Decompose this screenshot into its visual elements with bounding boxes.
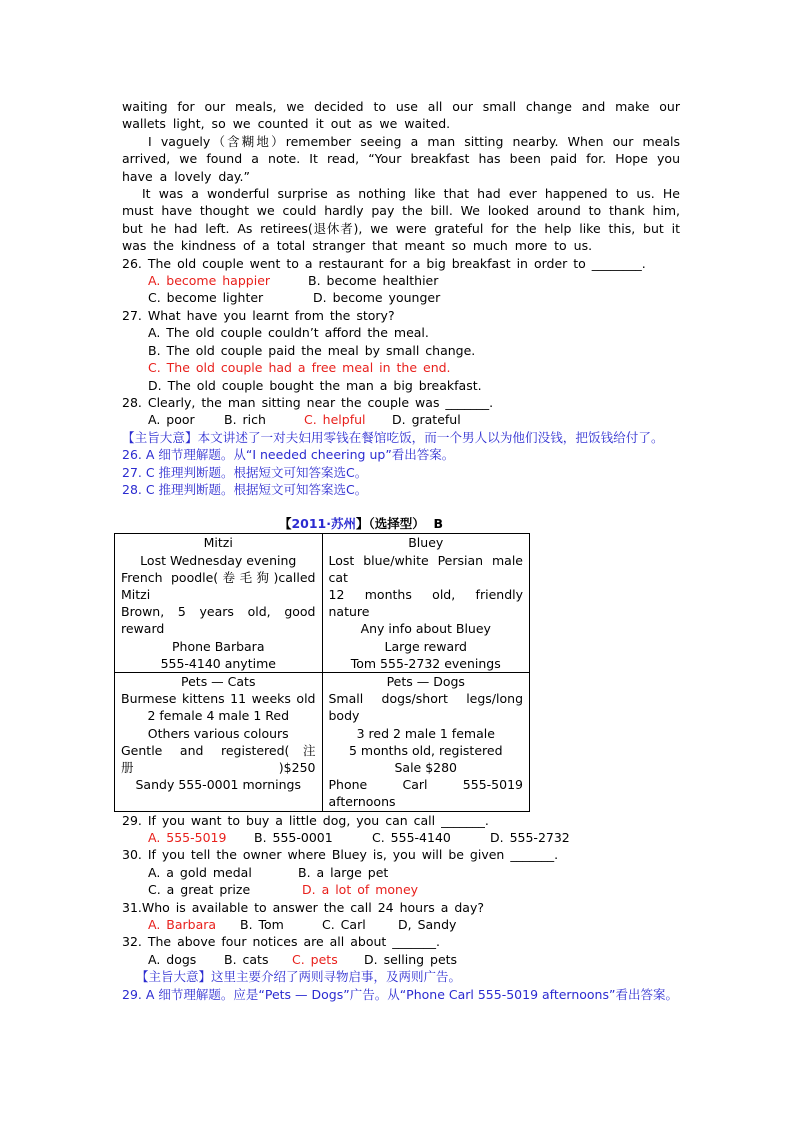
bluey-line: Lost blue/white Persian male [328,552,523,568]
answer-26: 26. A 细节理解题。从“I needed cheering up”看出答案。 [122,447,455,463]
question-28: 28. Clearly, the man sitting near the couple was _______. [122,394,494,410]
dogs-line: Phone Carl 555-5019 [328,777,523,793]
answer-28: 28. C 推理判断题。根据短文可知答案选C。 [122,481,368,497]
mitzi-line: Phone Barbara [172,638,265,654]
question-28-options [148,411,680,428]
dogs-line: afternoons [328,794,396,810]
question-31-options [148,916,680,933]
q29-option-a: A. 555-5019 [148,830,227,845]
question-30-options-row-1 [148,864,680,881]
notice-dogs [322,672,530,811]
question-29-options [148,829,680,846]
question-29: 29. If you want to buy a little dog, you can call _______. [122,812,489,828]
dogs-line: body [328,708,360,724]
answer-27: 27. C 推理判断题。根据短文可知答案选C。 [122,464,368,480]
q32-option-a: A. dogs [148,951,197,967]
passage-paragraph-1: waiting for our meals, we decided to use all our small change and make our wallets light, so we counted it out as we waited. [122,99,680,132]
q28-option-a: A. poor [148,412,195,428]
q30-option-b: B. a large pet [298,864,389,880]
q27-option-c: C. The old couple had a free meal in the end. [148,360,451,376]
bluey-line: Any info about Bluey [360,621,491,637]
q31-option-b: B. Tom [240,917,284,933]
q32-option-b: B. cats [224,951,269,967]
bluey-line: 12 months old, friendly [328,586,523,602]
q26-option-a: A. become happier [148,273,271,289]
question-26: 26. The old couple went to a restaurant for a big breakfast in order to ________. [122,255,646,271]
question-32-options [148,951,680,968]
title-bracket-close: 】 [356,516,369,532]
title-label: B [433,516,444,532]
bluey-line: cat [328,569,348,585]
q26-option-d: D. become younger [313,290,441,306]
mitzi-line: Lost Wednesday evening [140,552,297,568]
question-30: 30. If you tell the owner where Bluey is, you will be given _______. [122,847,559,863]
q32-option-c: C. pets [292,951,338,967]
bluey-line: nature [328,604,370,620]
passage-paragraph-3: It was a wonderful surprise as nothing like that had ever happened to us. He must have thought we could hardly pay the bill. We looked around to thank him, but he had left. As retirees(退休者), we were grateful for the help like this, but it was the kindness of a total stranger that meant so much more to us. [122,186,680,254]
q28-option-d: D. grateful [392,412,461,428]
question-27: 27. What have you learnt from the story? [122,307,395,323]
title-type: （选择型） [368,516,425,532]
q30-option-a: A. a gold medal [148,864,252,880]
bluey-line: Large reward [384,638,467,654]
notices-table [114,533,530,811]
cats-title: Pets — Cats [181,673,256,689]
notice-mitzi [115,534,323,673]
dogs-line: 3 red 2 male 1 female [356,725,495,741]
question-31: 31.Who is available to answer the call 24 hours a day? [122,899,484,915]
q32-option-d: D. selling pets [364,951,458,967]
q28-option-c: C. helpful [304,412,366,428]
dogs-line: Sale $280 [394,759,458,775]
q27-option-a: A. The old couple couldn’t afford the meal. [148,325,429,341]
bluey-line: Tom 555-2732 evenings [350,655,501,671]
section-title [122,515,680,533]
cats-line: 2 female 4 male 1 Red [147,708,290,724]
dogs-line: 5 months old, registered [348,742,503,758]
mitzi-line: Mitzi [121,586,151,602]
q31-option-a: A. Barbara [148,917,217,933]
q26-option-b: B. become healthier [308,273,439,289]
q27-option-b: B. The old couple paid the meal by small change. [148,342,476,358]
question-32: 32. The above four notices are all about _______. [122,934,440,950]
mitzi-line: French poodle(卷毛狗)called [121,569,316,585]
mitzi-line: reward [121,621,165,637]
q30-option-d: D. a lot of money [302,882,419,898]
summary-passage-a: 【主旨大意】本文讲述了一对夫妇用零钱在餐馆吃饭，而一个男人以为他们没钱，把饭钱给付了。 [122,429,664,445]
bluey-title: Bluey [408,535,444,551]
q30-option-c: C. a great prize [148,882,251,898]
title-year-city: 2011·苏州 [291,516,357,532]
mitzi-line: Brown, 5 years old, good [121,604,316,620]
cats-line: Others various colours [147,725,289,741]
cats-line: Gentle and registered(注册)$250 [121,742,316,775]
passage-paragraph-2: I vaguely（含糊地）remember seeing a man sitting nearby. When our meals arrived, we found a note. It read, “Your breakfast has been paid for. Hope you have a lovely day.” [122,133,680,184]
q29-option-b: B. 555-0001 [254,830,333,845]
cats-line: Sandy 555-0001 mornings [135,777,301,793]
dogs-title: Pets — Dogs [386,673,465,689]
mitzi-line: 555-4140 anytime [160,655,276,671]
q29-option-d: D. 555-2732 [490,830,570,845]
notice-cats [115,672,323,811]
question-30-options-row-2 [148,881,680,898]
dogs-line: Small dogs/short legs/long [328,691,523,707]
answer-29: 29. A 细节理解题。应是“Pets — Dogs”广告。从“Phone Carl 555-5019 afternoons”看出答案。 [122,986,678,1002]
document-page [122,98,680,1003]
mitzi-title: Mitzi [203,535,233,551]
summary-passage-b: 【主旨大意】这里主要介绍了两则寻物启事，及两则广告。 [136,969,462,985]
q26-option-c: C. become lighter [148,290,264,306]
notice-bluey [322,534,530,673]
q28-option-b: B. rich [224,412,266,428]
cats-line: Burmese kittens 11 weeks old [121,691,316,707]
q29-option-c: C. 555-4140 [372,830,451,845]
q31-option-d: D, Sandy [398,917,457,933]
title-bracket-open: 【 [278,516,292,532]
q27-option-d: D. The old couple bought the man a big breakfast. [148,377,482,393]
question-26-options-row-1 [148,272,680,289]
question-26-options-row-2 [148,289,680,306]
q31-option-c: C. Carl [322,917,366,933]
